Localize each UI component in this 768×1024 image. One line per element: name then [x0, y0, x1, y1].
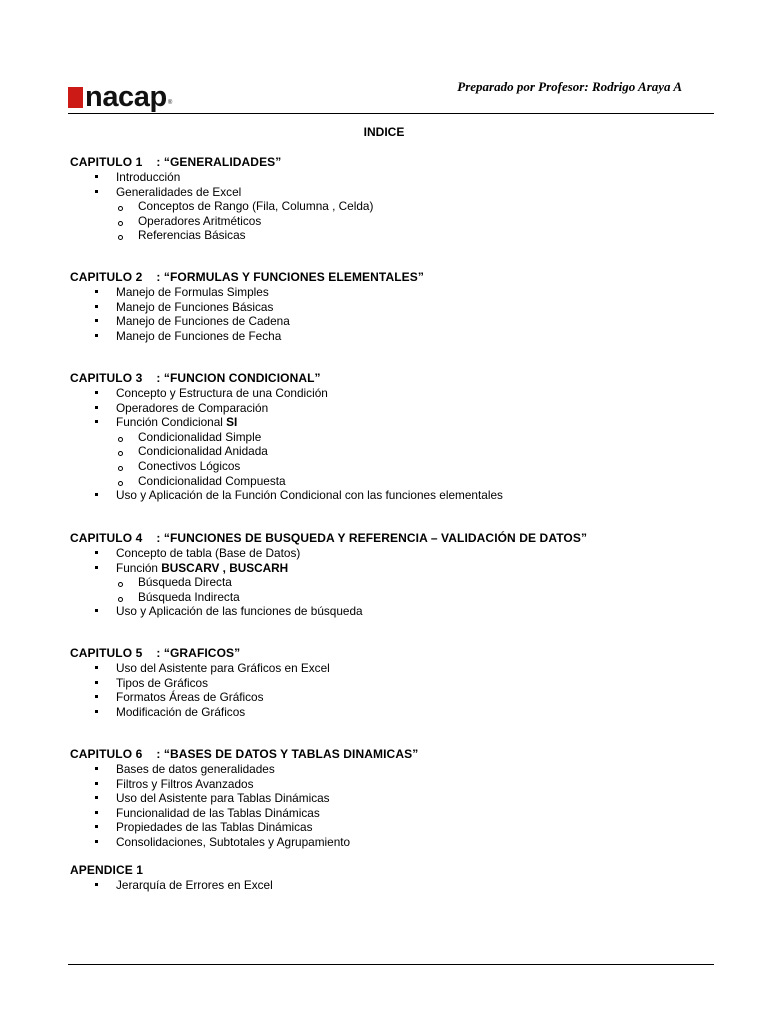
chapter-items: [70, 488, 730, 503]
chapter-items: [70, 546, 730, 575]
function-name: SI: [226, 415, 238, 430]
chapter-heading: [70, 371, 730, 386]
list-item: Bases de datos generalidades: [70, 762, 730, 777]
sub-list-item: Condicionalidad Compuesta: [70, 474, 730, 489]
chapter-title: : “BASES DE DATOS Y TABLAS DINAMICAS”: [156, 747, 419, 761]
chapter-subitems: [70, 430, 730, 488]
list-item: Tipos de Gráficos: [70, 676, 730, 691]
function-name: BUSCARV , BUSCARH: [161, 560, 289, 575]
chapter-items: [70, 604, 730, 619]
chapter-title: : “FORMULAS Y FUNCIONES ELEMENTALES”: [156, 270, 424, 284]
chapter-label: CAPITULO 5: [70, 646, 143, 660]
index-title: INDICE: [363, 125, 405, 139]
page-header: [68, 76, 714, 112]
sub-list-item: Condicionalidad Anidada: [70, 444, 730, 459]
chapter-subitems: [70, 575, 730, 604]
sub-list-item: Conectivos Lógicos: [70, 459, 730, 474]
sub-list-item: Condicionalidad Simple: [70, 430, 730, 445]
appendix-heading: APENDICE 1: [70, 863, 144, 877]
chapter-label: CAPITULO 2: [70, 270, 143, 284]
chapter-items: [70, 661, 730, 719]
chapter-5: [70, 646, 730, 719]
chapter-3: [70, 371, 730, 503]
sub-list-item: Conceptos de Rango (Fila, Columna , Celda): [70, 199, 730, 214]
chapter-items: [70, 285, 730, 343]
footer-rule: [68, 964, 714, 965]
chapter-2: [70, 270, 730, 343]
sub-list-item: Búsqueda Directa: [70, 575, 730, 590]
sub-list-item: Búsqueda Indirecta: [70, 590, 730, 605]
list-item: [70, 561, 730, 576]
list-item: Modificación de Gráficos: [70, 705, 730, 720]
chapter-title: : “FUNCION CONDICIONAL”: [156, 371, 321, 385]
list-item: Operadores de Comparación: [70, 401, 730, 416]
chapter-label: CAPITULO 6: [70, 747, 143, 761]
list-item: Generalidades de Excel: [70, 185, 730, 200]
list-item: Jerarquía de Errores en Excel: [70, 878, 730, 893]
chapter-4: [70, 531, 730, 619]
sub-list-item: Referencias Básicas: [70, 228, 730, 243]
logo-red-mark: [68, 87, 83, 108]
item-text: Función: [116, 560, 162, 575]
chapter-heading: [70, 747, 730, 762]
logo-registered-mark: ®: [167, 100, 173, 106]
list-item: Consolidaciones, Subtotales y Agrupamiento: [70, 835, 730, 850]
header-rule: [68, 113, 714, 114]
chapter-6: [70, 747, 730, 850]
list-item: Formatos Áreas de Gráficos: [70, 690, 730, 705]
list-item: Concepto de tabla (Base de Datos): [70, 546, 730, 561]
list-item: Uso del Asistente para Gráficos en Excel: [70, 661, 730, 676]
chapter-items: [70, 170, 730, 199]
list-item: Filtros y Filtros Avanzados: [70, 777, 730, 792]
list-item: Concepto y Estructura de una Condición: [70, 386, 730, 401]
list-item: Uso y Aplicación de la Función Condicional con las funciones elementales: [70, 488, 730, 503]
inacap-logo: [68, 80, 173, 113]
chapter-title: : “GENERALIDADES”: [156, 155, 282, 169]
chapter-heading: [70, 531, 730, 546]
chapter-items: [70, 762, 730, 850]
chapter-heading: [70, 270, 730, 285]
list-item: Introducción: [70, 170, 730, 185]
chapter-label: CAPITULO 3: [70, 371, 143, 385]
list-item: Funcionalidad de las Tablas Dinámicas: [70, 806, 730, 821]
list-item: Manejo de Funciones de Fecha: [70, 329, 730, 344]
appendix-1: [70, 863, 730, 893]
chapter-title: : “FUNCIONES DE BUSQUEDA Y REFERENCIA – VALIDACIÓN DE DATOS”: [156, 531, 588, 545]
chapter-subitems: [70, 199, 730, 243]
list-item: Manejo de Formulas Simples: [70, 285, 730, 300]
appendix-items: [70, 878, 730, 893]
chapter-heading: [70, 155, 730, 170]
list-item: Uso del Asistente para Tablas Dinámicas: [70, 791, 730, 806]
list-item: Uso y Aplicación de las funciones de búsqueda: [70, 604, 730, 619]
chapter-heading: [70, 646, 730, 661]
logo-text: nacap: [85, 81, 167, 113]
chapter-label: CAPITULO 1: [70, 155, 143, 169]
chapter-1: [70, 155, 730, 243]
item-text: Función Condicional: [116, 415, 227, 430]
sub-list-item: Operadores Aritméticos: [70, 214, 730, 229]
prepared-by: Preparado por Profesor: Rodrigo Araya A: [457, 79, 682, 94]
list-item: Manejo de Funciones Básicas: [70, 300, 730, 315]
list-item: Propiedades de las Tablas Dinámicas: [70, 820, 730, 835]
list-item: Manejo de Funciones de Cadena: [70, 314, 730, 329]
chapter-items: [70, 386, 730, 430]
chapter-title: : “GRAFICOS”: [156, 646, 241, 660]
list-item: [70, 415, 730, 430]
chapter-label: CAPITULO 4: [70, 531, 143, 545]
